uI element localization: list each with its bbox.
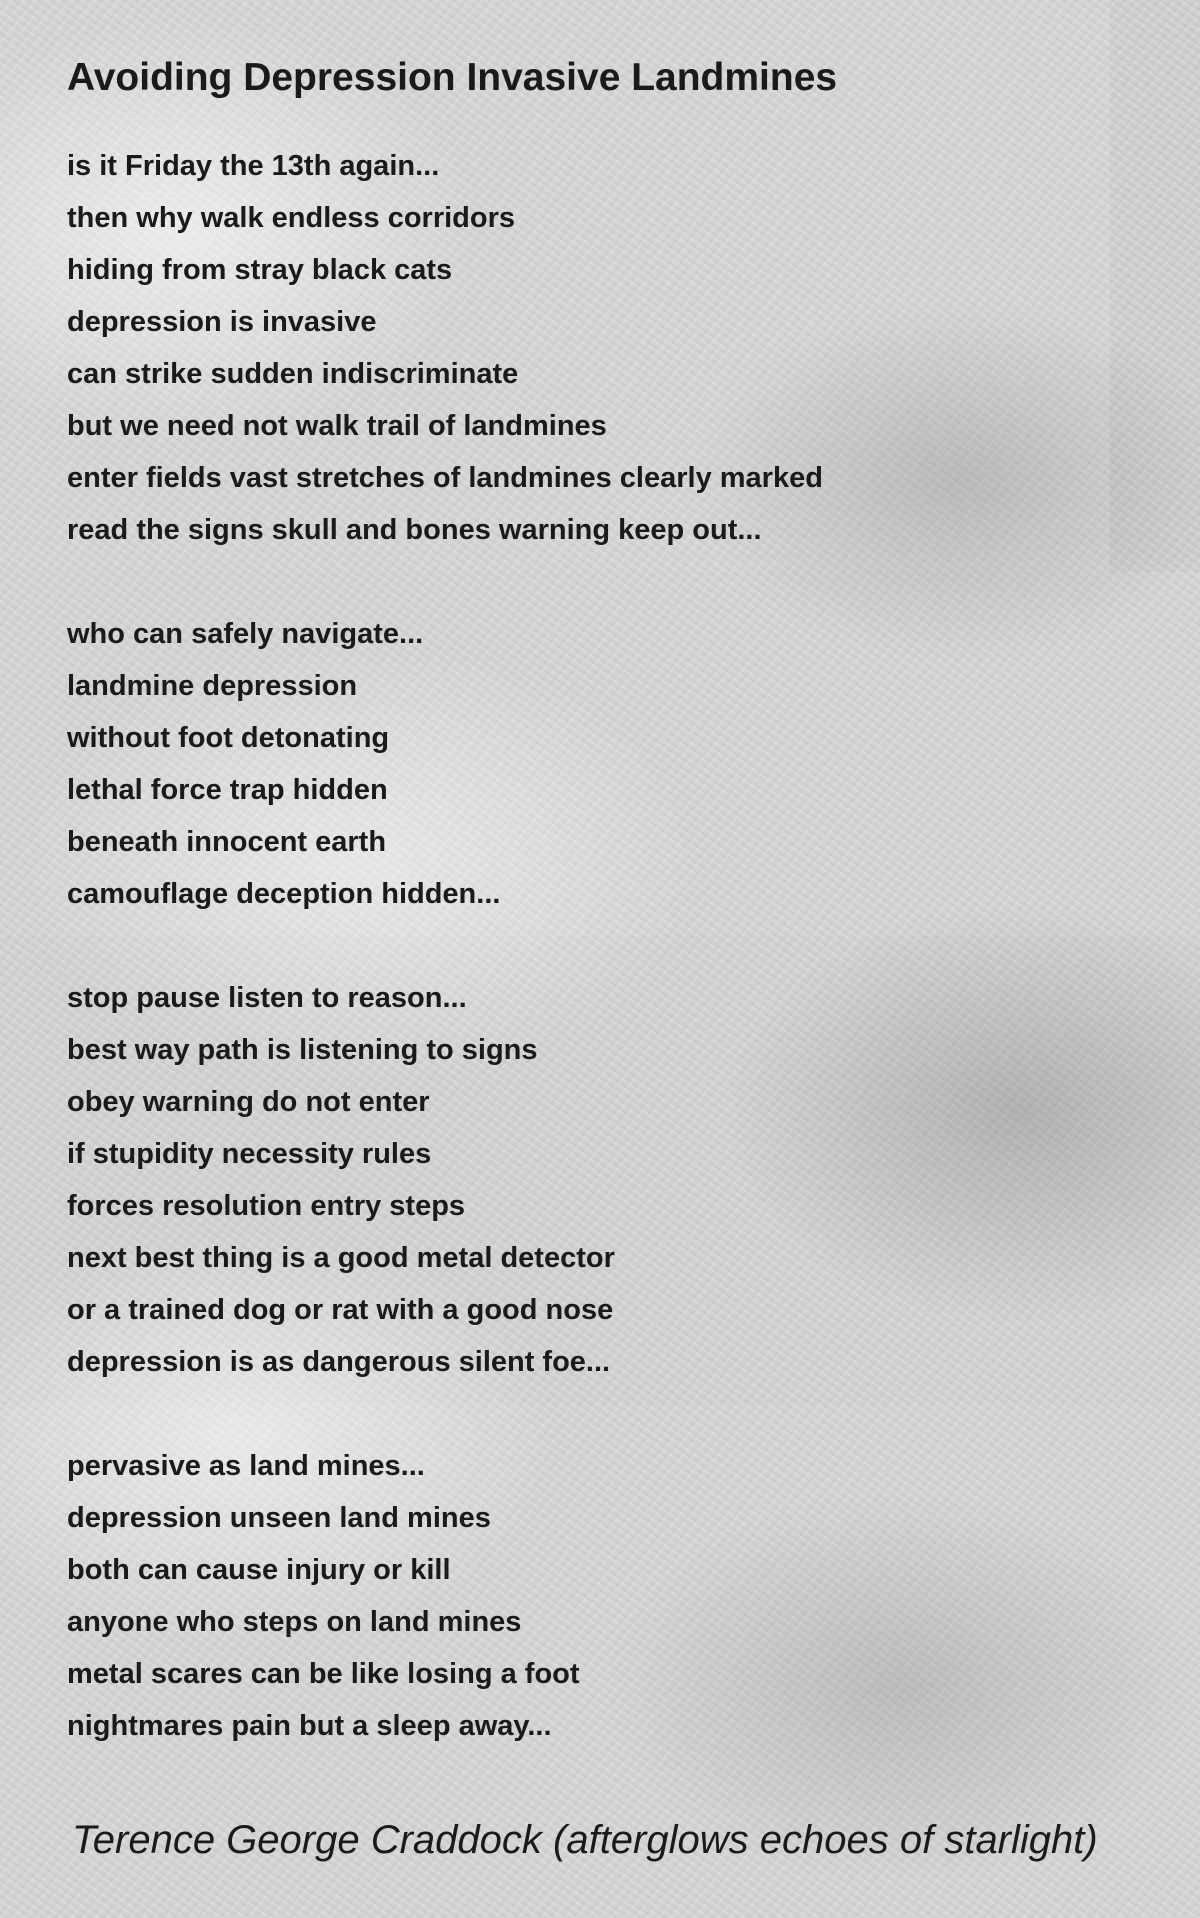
poem-line: best way path is listening to signs — [67, 1034, 538, 1066]
poem-container — [67, 50, 1177, 1752]
poem-line: nightmares pain but a sleep away... — [67, 1710, 552, 1742]
poem-line: lethal force trap hidden — [67, 774, 388, 806]
poem-line: enter fields vast stretches of landmines clearly marked — [67, 462, 823, 494]
stanza-3 — [67, 972, 1177, 1388]
poem-line: depression unseen land mines — [67, 1502, 491, 1534]
poem-line: or a trained dog or rat with a good nose — [67, 1294, 614, 1326]
stanza-2 — [67, 608, 1177, 920]
poem-line: but we need not walk trail of landmines — [67, 410, 607, 442]
poem-line: beneath innocent earth — [67, 826, 387, 858]
poem-line: hiding from stray black cats — [67, 254, 453, 286]
poem-line: read the signs skull and bones warning keep out... — [67, 514, 762, 546]
poem-line: next best thing is a good metal detector — [67, 1242, 615, 1274]
poem-line: obey warning do not enter — [67, 1086, 430, 1118]
poem-title: Avoiding Depression Invasive Landmines — [67, 56, 838, 99]
poem-line: depression is invasive — [67, 306, 377, 338]
poem-line: without foot detonating — [67, 722, 390, 754]
poem-line: forces resolution entry steps — [67, 1190, 466, 1222]
poem-line: landmine depression — [67, 670, 358, 702]
poem-line: who can safely navigate... — [67, 618, 424, 650]
poem-line: is it Friday the 13th again... — [67, 150, 440, 182]
stanza-1 — [67, 140, 1177, 556]
poem-line: stop pause listen to reason... — [67, 982, 467, 1014]
poem-line: anyone who steps on land mines — [67, 1606, 522, 1638]
stanza-4 — [67, 1440, 1177, 1752]
poem-line: then why walk endless corridors — [67, 202, 516, 234]
poem-author: Terence George Craddock (afterglows echoes of starlight) — [72, 1818, 1098, 1862]
poem-line: camouflage deception hidden... — [67, 878, 501, 910]
poem-line: depression is as dangerous silent foe... — [67, 1346, 611, 1378]
poem-line: if stupidity necessity rules — [67, 1138, 432, 1170]
poem-line: both can cause injury or kill — [67, 1554, 451, 1586]
poem-line: metal scares can be like losing a foot — [67, 1658, 580, 1690]
poem-line: pervasive as land mines... — [67, 1450, 425, 1482]
poem-line: can strike sudden indiscriminate — [67, 358, 519, 390]
